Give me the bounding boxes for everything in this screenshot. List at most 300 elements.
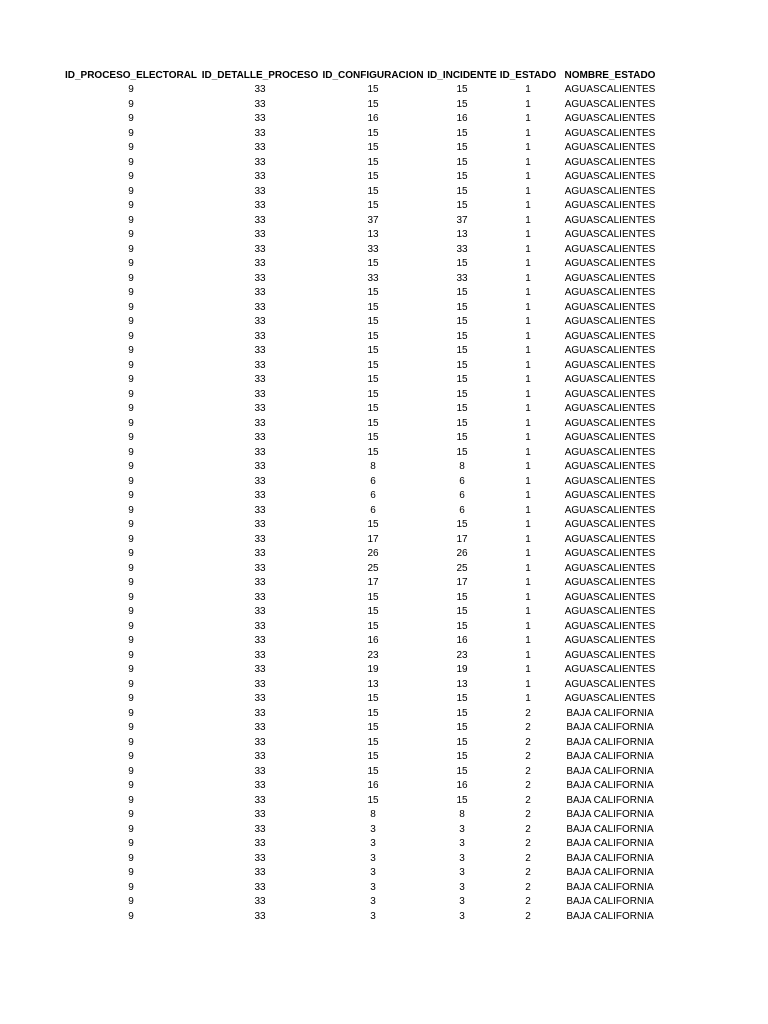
cell-id-detalle-proceso: 33 bbox=[254, 432, 266, 443]
table-row bbox=[62, 214, 662, 229]
cell-nombre-estado: BAJA CALIFORNIA bbox=[566, 867, 654, 878]
cell-id-incidente: 15 bbox=[456, 794, 468, 806]
cell-id-proceso-electoral: 9 bbox=[128, 620, 134, 632]
header-id-detalle-proceso: ID_DETALLE_PROCESO bbox=[201, 70, 319, 81]
cell-id-proceso-electoral: 9 bbox=[128, 678, 134, 690]
cell-id-proceso-electoral: 9 bbox=[128, 867, 134, 878]
table-row bbox=[62, 112, 662, 127]
cell-id-estado: 1 bbox=[525, 272, 531, 284]
cell-id-estado: 1 bbox=[525, 548, 531, 559]
cell-id-proceso-electoral: 9 bbox=[128, 533, 134, 545]
cell-id-configuracion: 25 bbox=[367, 562, 379, 574]
cell-id-incidente: 3 bbox=[459, 896, 465, 907]
header-row bbox=[62, 69, 662, 83]
cell-id-detalle-proceso: 33 bbox=[254, 461, 266, 472]
cell-id-incidente: 3 bbox=[459, 852, 465, 864]
cell-id-proceso-electoral: 9 bbox=[128, 591, 134, 603]
cell-id-estado: 1 bbox=[525, 359, 531, 371]
table-row bbox=[62, 562, 662, 577]
cell-id-incidente: 15 bbox=[456, 345, 468, 356]
table-row bbox=[62, 489, 662, 504]
cell-id-detalle-proceso: 33 bbox=[254, 707, 266, 719]
table-row bbox=[62, 649, 662, 664]
cell-id-detalle-proceso: 33 bbox=[254, 780, 266, 791]
cell-id-detalle-proceso: 33 bbox=[254, 359, 266, 371]
cell-id-estado: 2 bbox=[525, 823, 531, 835]
cell-id-proceso-electoral: 9 bbox=[128, 635, 134, 646]
cell-id-detalle-proceso: 33 bbox=[254, 504, 266, 516]
cell-id-estado: 1 bbox=[525, 664, 531, 675]
cell-nombre-estado: BAJA CALIFORNIA bbox=[566, 751, 654, 762]
cell-id-configuracion: 3 bbox=[370, 910, 376, 922]
cell-id-proceso-electoral: 9 bbox=[128, 461, 134, 472]
cell-id-incidente: 8 bbox=[459, 461, 465, 472]
table-row bbox=[62, 663, 662, 678]
cell-id-configuracion: 6 bbox=[370, 475, 376, 487]
cell-id-estado: 1 bbox=[525, 287, 531, 298]
cell-id-estado: 1 bbox=[525, 388, 531, 400]
cell-id-estado: 1 bbox=[525, 620, 531, 632]
cell-id-proceso-electoral: 9 bbox=[128, 98, 134, 110]
cell-id-detalle-proceso: 33 bbox=[254, 156, 266, 168]
table-row bbox=[62, 127, 662, 142]
table-row bbox=[62, 620, 662, 635]
cell-id-configuracion: 3 bbox=[370, 896, 376, 907]
table-row bbox=[62, 446, 662, 461]
cell-id-proceso-electoral: 9 bbox=[128, 519, 134, 530]
cell-id-configuracion: 15 bbox=[367, 84, 379, 95]
cell-id-configuracion: 15 bbox=[367, 519, 379, 530]
table-row bbox=[62, 605, 662, 620]
cell-nombre-estado: BAJA CALIFORNIA bbox=[566, 707, 654, 719]
cell-id-detalle-proceso: 33 bbox=[254, 519, 266, 530]
table-row bbox=[62, 344, 662, 359]
cell-id-proceso-electoral: 9 bbox=[128, 809, 134, 820]
table-row bbox=[62, 881, 662, 896]
cell-id-estado: 1 bbox=[525, 577, 531, 588]
table-row bbox=[62, 228, 662, 243]
cell-id-configuracion: 15 bbox=[367, 287, 379, 298]
table-row bbox=[62, 591, 662, 606]
cell-nombre-estado: BAJA CALIFORNIA bbox=[566, 910, 654, 922]
cell-nombre-estado: BAJA CALIFORNIA bbox=[566, 809, 654, 820]
cell-id-proceso-electoral: 9 bbox=[128, 374, 134, 385]
cell-id-detalle-proceso: 33 bbox=[254, 446, 266, 458]
cell-id-estado: 1 bbox=[525, 113, 531, 124]
cell-id-incidente: 15 bbox=[456, 316, 468, 327]
cell-id-proceso-electoral: 9 bbox=[128, 388, 134, 400]
table-row bbox=[62, 910, 662, 925]
cell-id-incidente: 15 bbox=[456, 287, 468, 298]
table-row bbox=[62, 417, 662, 432]
header-id-proceso-electoral: ID_PROCESO_ELECTORAL bbox=[64, 70, 198, 81]
cell-id-estado: 1 bbox=[525, 635, 531, 646]
cell-id-configuracion: 3 bbox=[370, 852, 376, 864]
cell-id-incidente: 15 bbox=[456, 185, 468, 197]
cell-id-detalle-proceso: 33 bbox=[254, 794, 266, 806]
table-row bbox=[62, 141, 662, 156]
cell-id-configuracion: 15 bbox=[367, 345, 379, 356]
header-id-estado: ID_ESTADO bbox=[499, 70, 557, 81]
cell-id-configuracion: 3 bbox=[370, 881, 376, 893]
cell-id-estado: 1 bbox=[525, 127, 531, 139]
cell-nombre-estado: BAJA CALIFORNIA bbox=[566, 794, 654, 806]
cell-nombre-estado: AGUASCALIENTES bbox=[564, 156, 656, 168]
cell-id-incidente: 15 bbox=[456, 98, 468, 110]
cell-id-configuracion: 15 bbox=[367, 330, 379, 342]
table-row bbox=[62, 765, 662, 780]
cell-nombre-estado: AGUASCALIENTES bbox=[564, 504, 656, 516]
table-row bbox=[62, 185, 662, 200]
cell-id-incidente: 15 bbox=[456, 301, 468, 313]
cell-id-proceso-electoral: 9 bbox=[128, 664, 134, 675]
cell-id-configuracion: 15 bbox=[367, 693, 379, 704]
cell-id-detalle-proceso: 33 bbox=[254, 316, 266, 327]
cell-id-estado: 1 bbox=[525, 229, 531, 240]
cell-id-proceso-electoral: 9 bbox=[128, 548, 134, 559]
cell-nombre-estado: AGUASCALIENTES bbox=[564, 678, 656, 690]
cell-id-detalle-proceso: 33 bbox=[254, 185, 266, 197]
cell-id-estado: 1 bbox=[525, 156, 531, 168]
table-row bbox=[62, 156, 662, 171]
cell-id-configuracion: 15 bbox=[367, 736, 379, 748]
cell-id-detalle-proceso: 33 bbox=[254, 345, 266, 356]
cell-nombre-estado: AGUASCALIENTES bbox=[564, 577, 656, 588]
cell-id-proceso-electoral: 9 bbox=[128, 504, 134, 516]
cell-nombre-estado: AGUASCALIENTES bbox=[564, 533, 656, 545]
cell-id-estado: 2 bbox=[525, 910, 531, 922]
cell-id-proceso-electoral: 9 bbox=[128, 214, 134, 226]
table-row bbox=[62, 707, 662, 722]
cell-id-proceso-electoral: 9 bbox=[128, 751, 134, 762]
table-row bbox=[62, 576, 662, 591]
table-row bbox=[62, 257, 662, 272]
cell-id-proceso-electoral: 9 bbox=[128, 229, 134, 240]
cell-id-detalle-proceso: 33 bbox=[254, 910, 266, 922]
cell-id-configuracion: 16 bbox=[367, 635, 379, 646]
table-row bbox=[62, 547, 662, 562]
table-row bbox=[62, 83, 662, 98]
cell-id-configuracion: 15 bbox=[367, 258, 379, 269]
cell-id-incidente: 3 bbox=[459, 881, 465, 893]
cell-id-detalle-proceso: 33 bbox=[254, 113, 266, 124]
cell-id-proceso-electoral: 9 bbox=[128, 287, 134, 298]
cell-id-estado: 1 bbox=[525, 504, 531, 516]
table-row bbox=[62, 359, 662, 374]
cell-id-configuracion: 8 bbox=[370, 809, 376, 820]
cell-id-estado: 1 bbox=[525, 243, 531, 255]
cell-nombre-estado: AGUASCALIENTES bbox=[564, 243, 656, 255]
cell-nombre-estado: BAJA CALIFORNIA bbox=[566, 736, 654, 748]
cell-id-estado: 1 bbox=[525, 446, 531, 458]
cell-id-incidente: 3 bbox=[459, 823, 465, 835]
table-row bbox=[62, 272, 662, 287]
cell-id-proceso-electoral: 9 bbox=[128, 823, 134, 835]
cell-id-detalle-proceso: 33 bbox=[254, 751, 266, 762]
table-row bbox=[62, 301, 662, 316]
cell-id-detalle-proceso: 33 bbox=[254, 287, 266, 298]
cell-id-estado: 1 bbox=[525, 461, 531, 472]
cell-id-proceso-electoral: 9 bbox=[128, 403, 134, 414]
cell-id-configuracion: 19 bbox=[367, 664, 379, 675]
cell-id-proceso-electoral: 9 bbox=[128, 736, 134, 748]
cell-id-incidente: 15 bbox=[456, 403, 468, 414]
cell-id-estado: 1 bbox=[525, 417, 531, 429]
cell-id-configuracion: 15 bbox=[367, 765, 379, 777]
cell-id-detalle-proceso: 33 bbox=[254, 533, 266, 545]
table-row bbox=[62, 808, 662, 823]
cell-nombre-estado: BAJA CALIFORNIA bbox=[566, 722, 654, 733]
cell-id-estado: 2 bbox=[525, 896, 531, 907]
cell-nombre-estado: BAJA CALIFORNIA bbox=[566, 852, 654, 864]
cell-id-detalle-proceso: 33 bbox=[254, 562, 266, 574]
table-row bbox=[62, 388, 662, 403]
cell-nombre-estado: BAJA CALIFORNIA bbox=[566, 838, 654, 849]
cell-id-proceso-electoral: 9 bbox=[128, 490, 134, 501]
cell-nombre-estado: AGUASCALIENTES bbox=[564, 649, 656, 661]
cell-id-proceso-electoral: 9 bbox=[128, 330, 134, 342]
cell-id-proceso-electoral: 9 bbox=[128, 722, 134, 733]
cell-id-detalle-proceso: 33 bbox=[254, 736, 266, 748]
cell-id-proceso-electoral: 9 bbox=[128, 127, 134, 139]
cell-nombre-estado: AGUASCALIENTES bbox=[564, 388, 656, 400]
table-row bbox=[62, 736, 662, 751]
cell-id-proceso-electoral: 9 bbox=[128, 258, 134, 269]
table-row bbox=[62, 402, 662, 417]
cell-id-detalle-proceso: 33 bbox=[254, 330, 266, 342]
cell-id-incidente: 33 bbox=[456, 272, 468, 284]
cell-id-detalle-proceso: 33 bbox=[254, 693, 266, 704]
cell-nombre-estado: AGUASCALIENTES bbox=[564, 185, 656, 197]
cell-nombre-estado: AGUASCALIENTES bbox=[564, 519, 656, 530]
cell-id-detalle-proceso: 33 bbox=[254, 490, 266, 501]
cell-id-incidente: 15 bbox=[456, 127, 468, 139]
cell-id-incidente: 15 bbox=[456, 171, 468, 182]
cell-id-incidente: 15 bbox=[456, 142, 468, 153]
cell-id-configuracion: 15 bbox=[367, 722, 379, 733]
table-row bbox=[62, 330, 662, 345]
cell-id-incidente: 15 bbox=[456, 722, 468, 733]
table-row bbox=[62, 779, 662, 794]
table-row bbox=[62, 243, 662, 258]
cell-id-incidente: 15 bbox=[456, 417, 468, 429]
cell-id-proceso-electoral: 9 bbox=[128, 417, 134, 429]
cell-id-configuracion: 15 bbox=[367, 359, 379, 371]
cell-id-incidente: 6 bbox=[459, 475, 465, 487]
cell-id-estado: 1 bbox=[525, 185, 531, 197]
table-row bbox=[62, 866, 662, 881]
cell-id-proceso-electoral: 9 bbox=[128, 84, 134, 95]
cell-id-detalle-proceso: 33 bbox=[254, 200, 266, 211]
cell-id-detalle-proceso: 33 bbox=[254, 620, 266, 632]
cell-id-configuracion: 26 bbox=[367, 548, 379, 559]
cell-id-estado: 1 bbox=[525, 214, 531, 226]
cell-nombre-estado: AGUASCALIENTES bbox=[564, 272, 656, 284]
cell-id-proceso-electoral: 9 bbox=[128, 562, 134, 574]
cell-id-detalle-proceso: 33 bbox=[254, 852, 266, 864]
cell-id-incidente: 15 bbox=[456, 330, 468, 342]
cell-id-detalle-proceso: 33 bbox=[254, 577, 266, 588]
cell-id-configuracion: 15 bbox=[367, 185, 379, 197]
cell-id-proceso-electoral: 9 bbox=[128, 707, 134, 719]
cell-id-configuracion: 15 bbox=[367, 446, 379, 458]
table-row bbox=[62, 678, 662, 693]
cell-id-detalle-proceso: 33 bbox=[254, 388, 266, 400]
cell-id-incidente: 15 bbox=[456, 432, 468, 443]
cell-nombre-estado: AGUASCALIENTES bbox=[564, 171, 656, 182]
cell-id-incidente: 15 bbox=[456, 388, 468, 400]
cell-id-detalle-proceso: 33 bbox=[254, 374, 266, 385]
cell-id-incidente: 19 bbox=[456, 664, 468, 675]
cell-id-proceso-electoral: 9 bbox=[128, 142, 134, 153]
cell-id-proceso-electoral: 9 bbox=[128, 780, 134, 791]
cell-nombre-estado: AGUASCALIENTES bbox=[564, 258, 656, 269]
cell-id-estado: 2 bbox=[525, 809, 531, 820]
cell-id-configuracion: 17 bbox=[367, 577, 379, 588]
cell-id-configuracion: 15 bbox=[367, 142, 379, 153]
cell-nombre-estado: AGUASCALIENTES bbox=[564, 301, 656, 313]
cell-id-proceso-electoral: 9 bbox=[128, 316, 134, 327]
table-body bbox=[62, 83, 662, 924]
table-row bbox=[62, 721, 662, 736]
cell-id-estado: 2 bbox=[525, 838, 531, 849]
cell-id-configuracion: 15 bbox=[367, 751, 379, 762]
cell-nombre-estado: AGUASCALIENTES bbox=[564, 330, 656, 342]
cell-nombre-estado: AGUASCALIENTES bbox=[564, 229, 656, 240]
cell-id-estado: 1 bbox=[525, 432, 531, 443]
cell-id-detalle-proceso: 33 bbox=[254, 258, 266, 269]
cell-id-proceso-electoral: 9 bbox=[128, 838, 134, 849]
cell-id-incidente: 3 bbox=[459, 867, 465, 878]
cell-id-incidente: 37 bbox=[456, 214, 468, 226]
cell-id-detalle-proceso: 33 bbox=[254, 722, 266, 733]
cell-id-detalle-proceso: 33 bbox=[254, 98, 266, 110]
cell-id-incidente: 3 bbox=[459, 838, 465, 849]
cell-id-estado: 2 bbox=[525, 867, 531, 878]
cell-nombre-estado: BAJA CALIFORNIA bbox=[566, 896, 654, 907]
cell-id-proceso-electoral: 9 bbox=[128, 272, 134, 284]
cell-id-configuracion: 13 bbox=[367, 229, 379, 240]
cell-nombre-estado: AGUASCALIENTES bbox=[564, 562, 656, 574]
cell-nombre-estado: AGUASCALIENTES bbox=[564, 461, 656, 472]
cell-nombre-estado: BAJA CALIFORNIA bbox=[566, 780, 654, 791]
cell-id-estado: 1 bbox=[525, 519, 531, 530]
cell-id-incidente: 13 bbox=[456, 229, 468, 240]
cell-id-detalle-proceso: 33 bbox=[254, 867, 266, 878]
cell-id-detalle-proceso: 33 bbox=[254, 243, 266, 255]
cell-id-incidente: 16 bbox=[456, 780, 468, 791]
cell-nombre-estado: AGUASCALIENTES bbox=[564, 316, 656, 327]
cell-nombre-estado: AGUASCALIENTES bbox=[564, 359, 656, 371]
cell-id-configuracion: 15 bbox=[367, 127, 379, 139]
cell-nombre-estado: AGUASCALIENTES bbox=[564, 374, 656, 385]
cell-id-proceso-electoral: 9 bbox=[128, 693, 134, 704]
cell-id-estado: 2 bbox=[525, 722, 531, 733]
table-row bbox=[62, 895, 662, 910]
cell-id-incidente: 16 bbox=[456, 635, 468, 646]
cell-id-proceso-electoral: 9 bbox=[128, 896, 134, 907]
cell-nombre-estado: AGUASCALIENTES bbox=[564, 403, 656, 414]
cell-id-configuracion: 17 bbox=[367, 533, 379, 545]
cell-id-incidente: 15 bbox=[456, 446, 468, 458]
cell-id-detalle-proceso: 33 bbox=[254, 403, 266, 414]
cell-id-estado: 1 bbox=[525, 678, 531, 690]
cell-id-incidente: 15 bbox=[456, 374, 468, 385]
cell-id-detalle-proceso: 33 bbox=[254, 823, 266, 835]
cell-id-configuracion: 15 bbox=[367, 171, 379, 182]
header-nombre-estado: NOMBRE_ESTADO bbox=[564, 70, 656, 81]
cell-nombre-estado: AGUASCALIENTES bbox=[564, 200, 656, 211]
cell-id-configuracion: 15 bbox=[367, 606, 379, 617]
cell-id-configuracion: 6 bbox=[370, 490, 376, 501]
cell-nombre-estado: AGUASCALIENTES bbox=[564, 345, 656, 356]
cell-id-incidente: 33 bbox=[456, 243, 468, 255]
cell-id-configuracion: 3 bbox=[370, 823, 376, 835]
header-id-incidente: ID_INCIDENTE bbox=[427, 70, 497, 81]
cell-id-estado: 2 bbox=[525, 736, 531, 748]
cell-id-incidente: 13 bbox=[456, 678, 468, 690]
cell-id-estado: 2 bbox=[525, 707, 531, 719]
cell-id-configuracion: 15 bbox=[367, 156, 379, 168]
cell-id-estado: 1 bbox=[525, 345, 531, 356]
cell-id-incidente: 15 bbox=[456, 707, 468, 719]
cell-id-estado: 2 bbox=[525, 794, 531, 806]
table-row bbox=[62, 692, 662, 707]
cell-id-configuracion: 15 bbox=[367, 417, 379, 429]
cell-id-proceso-electoral: 9 bbox=[128, 606, 134, 617]
cell-id-incidente: 15 bbox=[456, 620, 468, 632]
cell-id-incidente: 8 bbox=[459, 809, 465, 820]
cell-nombre-estado: AGUASCALIENTES bbox=[564, 548, 656, 559]
cell-nombre-estado: AGUASCALIENTES bbox=[564, 287, 656, 298]
cell-nombre-estado: BAJA CALIFORNIA bbox=[566, 881, 654, 893]
cell-id-detalle-proceso: 33 bbox=[254, 635, 266, 646]
cell-id-estado: 1 bbox=[525, 84, 531, 95]
table-row bbox=[62, 794, 662, 809]
table-row bbox=[62, 823, 662, 838]
cell-id-estado: 2 bbox=[525, 751, 531, 762]
cell-nombre-estado: AGUASCALIENTES bbox=[564, 693, 656, 704]
cell-id-configuracion: 15 bbox=[367, 301, 379, 313]
table-row bbox=[62, 373, 662, 388]
cell-id-incidente: 15 bbox=[456, 156, 468, 168]
spreadsheet-page bbox=[62, 69, 662, 924]
cell-id-estado: 1 bbox=[525, 403, 531, 414]
cell-id-detalle-proceso: 33 bbox=[254, 649, 266, 661]
cell-id-estado: 1 bbox=[525, 171, 531, 182]
cell-nombre-estado: AGUASCALIENTES bbox=[564, 417, 656, 429]
cell-id-estado: 1 bbox=[525, 316, 531, 327]
cell-nombre-estado: BAJA CALIFORNIA bbox=[566, 765, 654, 777]
cell-id-proceso-electoral: 9 bbox=[128, 200, 134, 211]
cell-id-proceso-electoral: 9 bbox=[128, 577, 134, 588]
cell-id-proceso-electoral: 9 bbox=[128, 301, 134, 313]
cell-id-estado: 1 bbox=[525, 142, 531, 153]
cell-id-incidente: 15 bbox=[456, 693, 468, 704]
cell-id-incidente: 16 bbox=[456, 113, 468, 124]
cell-id-estado: 2 bbox=[525, 780, 531, 791]
header-id-configuracion: ID_CONFIGURACION bbox=[322, 70, 424, 81]
cell-id-configuracion: 37 bbox=[367, 214, 379, 226]
cell-nombre-estado: AGUASCALIENTES bbox=[564, 664, 656, 675]
cell-id-proceso-electoral: 9 bbox=[128, 475, 134, 487]
cell-id-incidente: 17 bbox=[456, 533, 468, 545]
cell-id-configuracion: 15 bbox=[367, 707, 379, 719]
table-row bbox=[62, 315, 662, 330]
table-row bbox=[62, 750, 662, 765]
cell-id-configuracion: 3 bbox=[370, 838, 376, 849]
cell-id-configuracion: 33 bbox=[367, 243, 379, 255]
